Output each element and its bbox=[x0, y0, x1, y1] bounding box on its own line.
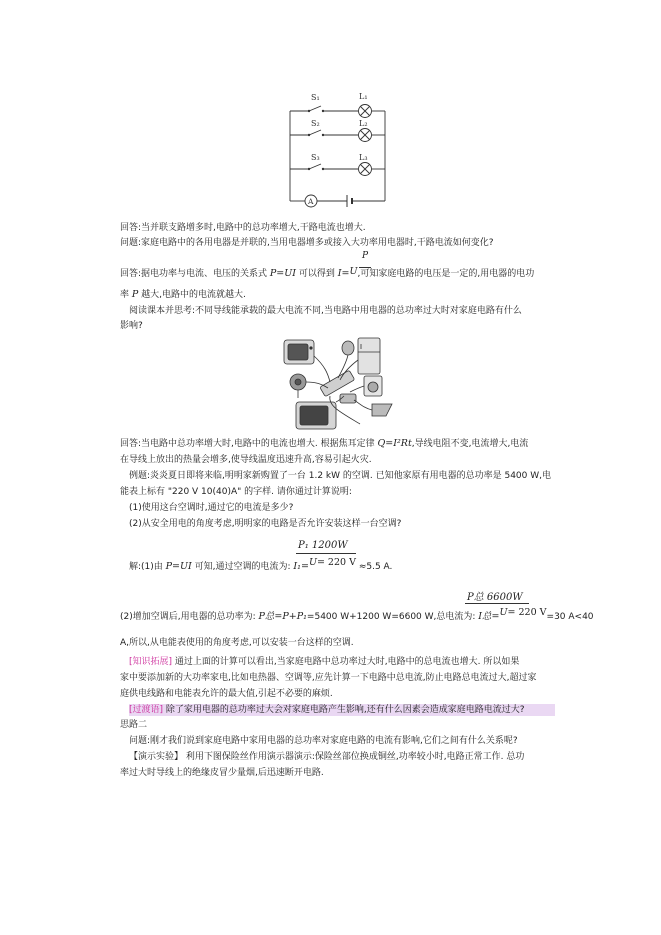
answer-3-line2: 在导线上放出的热量会增多,使导线温度迅速升高,容易引起火灾. bbox=[120, 455, 372, 465]
transition-line: [过渡语] 除了家用电器的总功率过大会对家庭电路产生影响,还有什么因素会造成家庭电路电流过大? bbox=[129, 704, 555, 716]
solution-1-numerator: P₁ 1200W bbox=[298, 540, 348, 551]
switch-label-1: S₁ bbox=[311, 93, 320, 102]
question-2: 问题:刚才我们说到家庭电路中家用电器的总功率对家庭电路的电流有影响,它们之间有什么关系呢? bbox=[129, 736, 518, 746]
example-q2: (2)从安全用电的角度考虑,明明家的电路是否允许安装这样一台空调? bbox=[129, 519, 402, 529]
lamp-label-2: L₂ bbox=[359, 119, 368, 128]
solution-2-conclusion: A,所以,从电能表使用的角度考虑,可以安装一台这样的空调. bbox=[120, 638, 354, 648]
knowledge-extension-line1: [知识拓展] 通过上面的计算可以看出,当家庭电路中总功率过大时,电路中的总电流也增大. 所以如果 bbox=[129, 657, 520, 667]
fraction-bar bbox=[359, 267, 371, 268]
answer-1: 回答:当并联支路增多时,电路中的总功率增大,干路电流也增大. bbox=[120, 223, 366, 233]
lamp-label-3: L₃ bbox=[359, 153, 368, 162]
transition-tag: [过渡语] bbox=[129, 705, 164, 715]
answer-2-line1: 回答:据电功率与电流、电压的关系式 P=UI 可以得到 I=U,可知家庭电路的电压是一定的,用电器的电功 bbox=[120, 266, 535, 279]
demo-line2: 率过大时导线上的绝缘皮冒少量烟,后迅速断开电路. bbox=[120, 768, 324, 778]
reading-prompt: 阅读课本并思考:不同导线能承载的最大电流不同,当电路中用电器的总功率过大时对家庭电路有什么 bbox=[129, 306, 522, 316]
example-q1: (1)使用这台空调时,通过它的电流是多少? bbox=[129, 503, 294, 513]
answer-3-line1: 回答:当电路中总功率增大时,电路中的电流也增大. 根据焦耳定律 Q=I²Rt,导线电阻不变,电流增大,电流 bbox=[120, 438, 529, 449]
demo-line1: 【演示实验】 利用下图保险丝作用演示器演示:保险丝部位换成铜丝,功率较小时,电路正常工作. 总功 bbox=[129, 752, 525, 762]
knowledge-extension-tag: [知识拓展] bbox=[129, 657, 173, 667]
demo-tag: 【演示实验】 bbox=[129, 752, 184, 762]
lamp-label-1: L₁ bbox=[359, 92, 368, 101]
answer-2-line2: 率 P 越大,电路中的电流就越大. bbox=[120, 289, 246, 300]
switch-label-3: S₃ bbox=[311, 153, 320, 162]
question-1: 问题:家庭电路中的各用电器是并联的,当用电器增多或接入大功率用电器时,干路电流如何变化? bbox=[120, 238, 494, 248]
reading-prompt-cont: 影响? bbox=[120, 321, 143, 331]
knowledge-extension-line3: 庭供电线路和电能表允许的最大值,引起不必要的麻烦. bbox=[120, 689, 333, 699]
example-line1: 例题:炎炎夏日即将来临,明明家新购置了一台 1.2 kW 的空调. 已知他家原有用电器的总功率是 5400 W,电 bbox=[129, 471, 552, 481]
switch-label-2: S₂ bbox=[311, 119, 320, 128]
approach-two-heading: 思路二 bbox=[120, 720, 148, 730]
solution-1: 解:(1)由 P=UI 可知,通过空调的电流为: I₁=U= 220 V ≈5.5 A. bbox=[129, 557, 393, 572]
parallel-circuit-diagram bbox=[285, 86, 395, 211]
example-line2: 能表上标有 "220 V 10(40)A" 的字样. 请你通过计算说明: bbox=[120, 487, 352, 497]
knowledge-extension-line2: 家中要添加新的大功率家电,比如电热器、空调等,应先计算一下电路中总电流,防止电路总电流过大,超过家 bbox=[120, 673, 537, 683]
ammeter-label: A bbox=[308, 197, 314, 206]
fraction-numerator: P bbox=[362, 251, 369, 261]
solution-2: (2)增加空调后,用电器的总功率为: P总=P+P₁=5400 W+1200 W=6600 W,总电流为: I总=U= 220 V=30 A<40 bbox=[120, 607, 594, 622]
solution-2-fraction-bar bbox=[465, 603, 529, 604]
solution-1-fraction-bar bbox=[296, 553, 356, 554]
overloaded-socket-illustration bbox=[280, 336, 402, 432]
solution-2-numerator: P总 6600W bbox=[467, 592, 523, 603]
